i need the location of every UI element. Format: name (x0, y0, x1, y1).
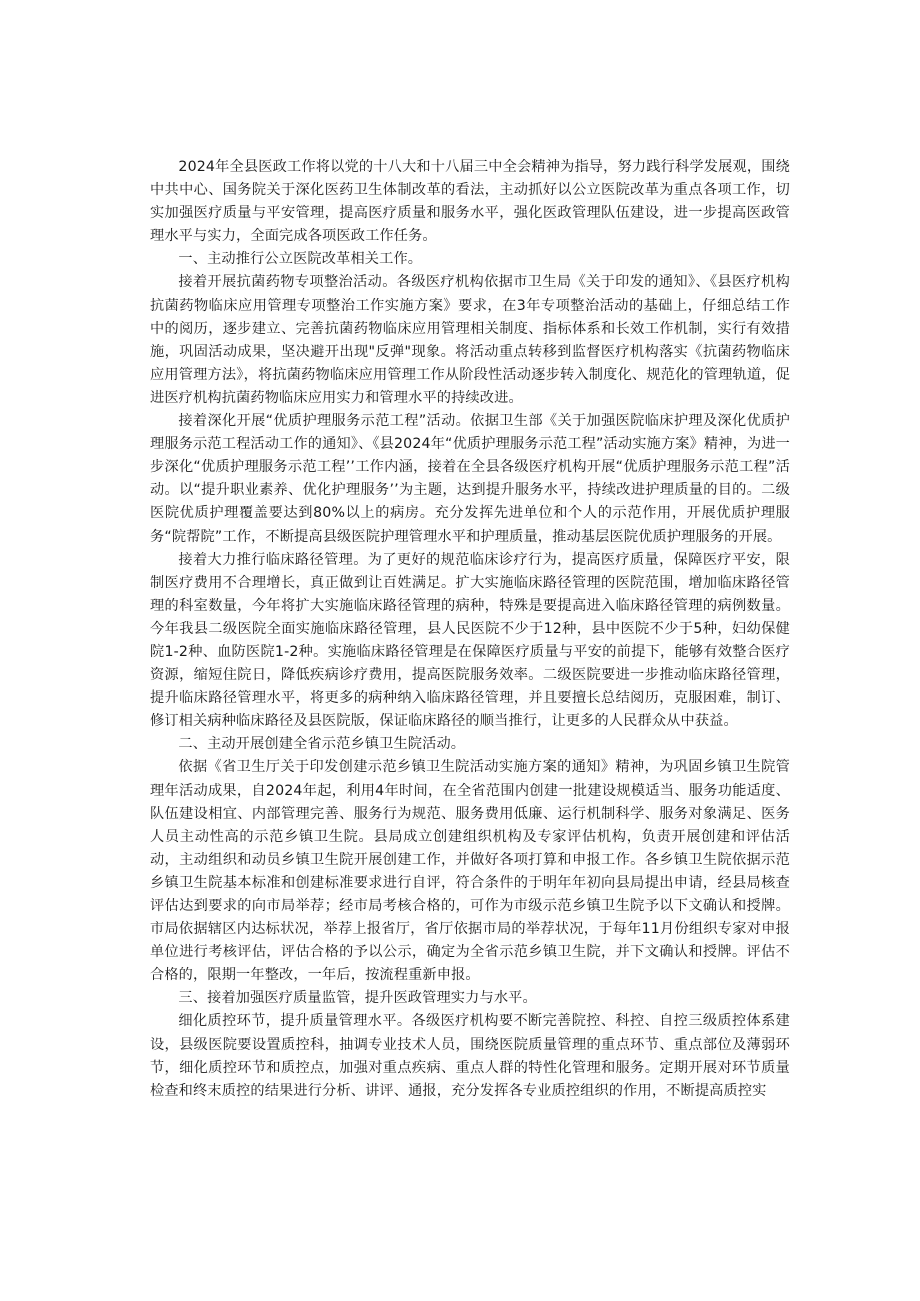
paragraph-model-health-centers: 依据《省卫生厅关于印发创建示范乡镇卫生院活动实施方案的通知》精神，为巩固乡镇卫生院管理年活动成果，自2024年起，利用4年时间，在全省范围内创建一批建设规模适当、服务功能适度、队伍建设相宜、内部管理完善、服务行为规范、服务费用低廉、运行机制科学、服务对象满足、医务人员主动性高的示范乡镇卫生院。县局成立创建组织机构及专家评估机构，负责开展创建和评估活动，主动组织和动员乡镇卫生院开展创建工作，并做好各项打算和申报工作。各乡镇卫生院依据示范乡镇卫生院基本标准和创建标准要求进行自评，符合条件的于明年年初向县局提出申请，经县局核查评估达到要求的向市局举荐；经市局考核合格的，可作为市级示范乡镇卫生院予以下文确认和授牌。市局依据辖区内达标状况，举荐上报省厅，省厅依据市局的举荐状况，于每年11月份组织专家对申报单位进行考核评估，评估合格的予以公示，确定为全省示范乡镇卫生院，并下文确认和授牌。评估不合格的，限期一年整改，一年后，按流程重新申报。 (150, 759, 790, 984)
document-body (150, 156, 790, 1103)
section-heading-1: 一、主动推行公立医院改革相关工作。 (178, 251, 423, 268)
paragraph-antibiotics: 接着开展抗菌药物专项整治活动。各级医疗机构依据市卫生局《关于印发的通知》、《县医疗机构抗菌药物临床应用管理专项整治工作实施方案》要求，在3年专项整治活动的基础上，仔细总结工作中的阅历，逐步建立、完善抗菌药物临床应用管理相关制度、指标体系和长效工作机制，实行有效措施，巩固活动成果，坚决避开出现"反弹"现象。将活动重点转移到监督医疗机构落实《抗菌药物临床应用管理方法》，将抗菌药物临床应用管理工作从阶段性活动逐步转入制度化、规范化的管理轨道，促进医疗机构抗菌药物临床应用实力和管理水平的持续改进。 (150, 274, 790, 406)
section-heading-2: 二、主动开展创建全省示范乡镇卫生院活动。 (178, 736, 466, 753)
section-heading-3: 三、接着加强医疗质量监管，提升医政管理实力与水平。 (178, 990, 537, 1007)
paragraph-clinical-pathway: 接着大力推行临床路径管理。为了更好的规范临床诊疗行为，提高医疗质量，保障医疗平安，限制医疗费用不合理增长，真正做到让百姓满足。扩大实施临床路径管理的医院范围，增加临床路径管理的科室数量，今年将扩大实施临床路径管理的病种，特殊是要提高进入临床路径管理的病例数量。今年我县二级医院全面实施临床路径管理，县人民医院不少于12种，县中医院不少于5种，妇幼保健院1-2种、血防医院1-2种。实施临床路径管理是在保障医疗质量与平安的前提下，能够有效整合医疗资源，缩短住院日，降低疾病诊疗费用，提高医院服务效率。二级医院要进一步推动临床路径管理，提升临床路径管理水平，将更多的病种纳入临床路径管理，并且要擅长总结阅历，克服困难，制订、修订相关病种临床路径及县医院版，保证临床路径的顺当推行，让更多的人民群众从中获益。 (150, 551, 790, 730)
intro-paragraph: 2024年全县医政工作将以党的十八大和十八届三中全会精神为指导，努力践行科学发展观，围绕中共中心、国务院关于深化医药卫生体制改革的看法，主动抓好以公立医院改革为重点各项工作，切实加强医疗质量与平安管理，提高医疗质量和服务水平，强化医政管理队伍建设，进一步提高医政管理水平与实力，全面完成各项医政工作任务。 (150, 159, 790, 245)
paragraph-nursing: 接着深化开展“优质护理服务示范工程”活动。依据卫生部《关于加强医院临床护理及深化优质护理服务示范工程活动工作的通知》、《县2024年“优质护理服务示范工程”活动实施方案》精神，为进一步深化“优质护理服务示范工程’’工作内涵，接着在全县各级医疗机构开展“优质护理服务示范工程”活动。以“提升职业素养、优化护理服务’’为主题，达到提升服务水平，持续改进护理质量的目的。二级医院优质护理覆盖要达到80%以上的病房。充分发挥先进单位和个人的示范作用，开展优质护理服务“院帮院”工作，不断提高县级医院护理管理水平和护理质量，推动基层医院优质护理服务的开展。 (150, 413, 790, 545)
paragraph-quality-control: 细化质控环节，提升质量管理水平。各级医疗机构要不断完善院控、科控、自控三级质控体系建设，县级医院要设置质控科，抽调专业技术人员，围绕医院质量管理的重点环节、重点部位及薄弱环节，细化质控环节和质控点，加强对重点疾病、重点人群的特性化管理和服务。定期开展对环节质量检查和终末质控的结果进行分析、讲评、通报，充分发挥各专业质控组织的作用，不断提高质控实 (150, 1013, 790, 1099)
